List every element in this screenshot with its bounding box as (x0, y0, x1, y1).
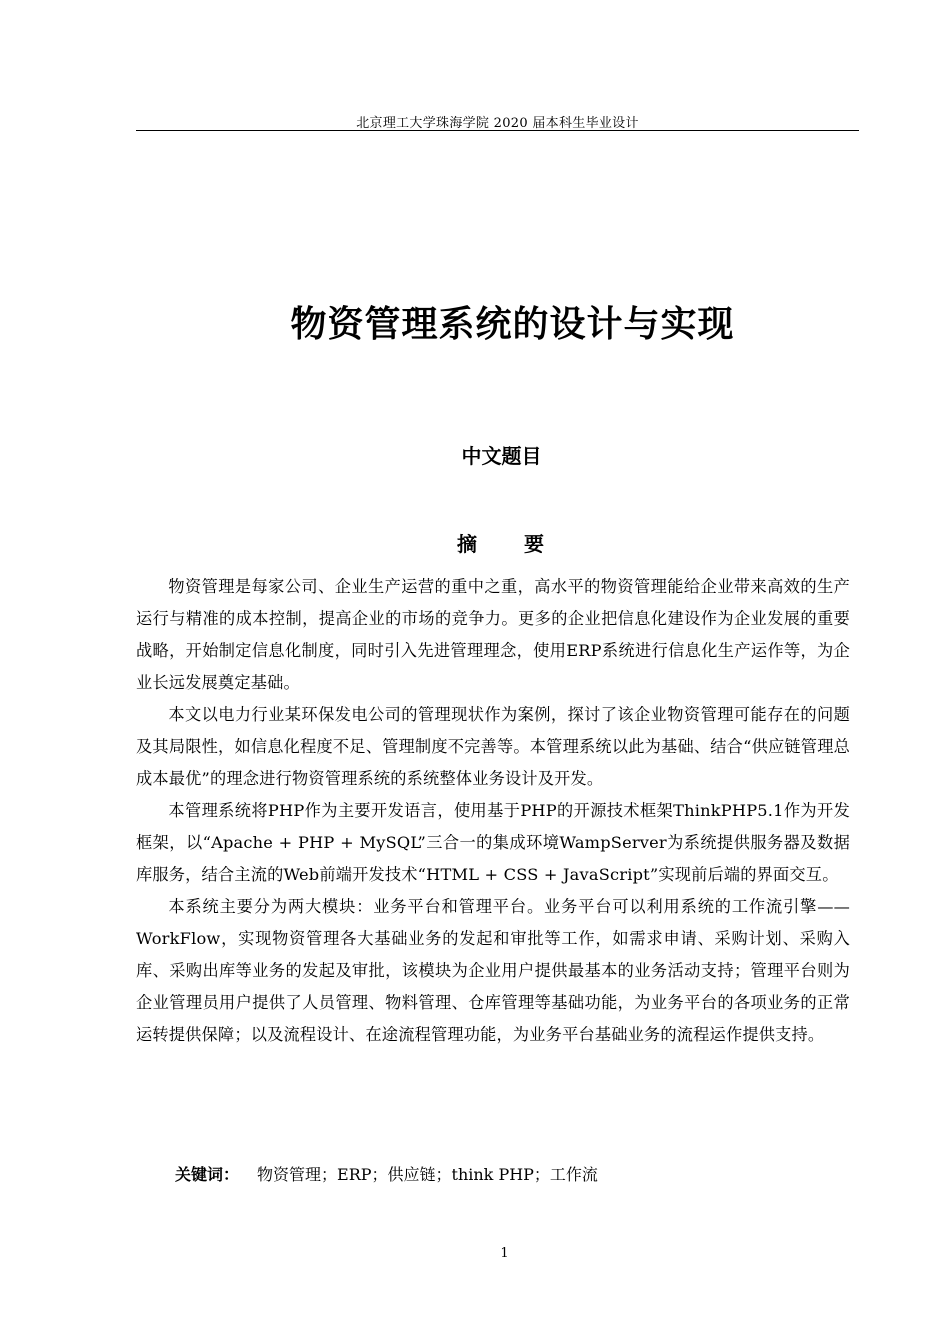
abstract-paragraph-4: 本系统主要分为两大模块：业务平台和管理平台。业务平台可以利用系统的工作流引擎——WorkFlow，实现物资管理各大基础业务的发起和审批等工作，如需求申请、采购计划、采购入库、采购出库等业务的发起及审批，该模块为企业用户提供最基本的业务活动支持；管理平台则为企业管理员用户提供了人员管理、物料管理、仓库管理等基础功能，为业务平台的各项业务的正常运转提供保障；以及流程设计、在途流程管理功能，为业务平台基础业务的流程运作提供支持。 (136, 897, 850, 1044)
abstract-paragraph-2: 本文以电力行业某环保发电公司的管理现状作为案例，探讨了该企业物资管理可能存在的问题及其局限性，如信息化程度不足、管理制度不完善等。本管理系统以此为基础、结合“供应链管理总成本最优”的理念进行物资管理系统的系统整体业务设计及开发。 (136, 705, 850, 788)
abstract-body (136, 571, 850, 1051)
keywords-value: 物资管理；ERP；供应链；think PHP；工作流 (257, 1165, 598, 1184)
abstract-paragraph-1: 物资管理是每家公司、企业生产运营的重中之重，高水平的物资管理能给企业带来高效的生产运行与精准的成本控制，提高企业的市场的竞争力。更多的企业把信息化建设作为企业发展的重要战略，开始制定信息化制度，同时引入先进管理理念，使用ERP系统进行信息化生产运作等，为企业长远发展奠定基础。 (136, 577, 850, 692)
header-divider (136, 130, 859, 131)
abstract-paragraph-3: 本管理系统将PHP作为主要开发语言，使用基于PHP的开源技术框架ThinkPHP5.1作为开发框架，以“Apache + PHP + MySQL”三合一的集成环境WampServer为系统提供服务器及数据库服务，结合主流的Web前端开发技术“HTML + CSS + JavaScript”实现前后端的界面交互。 (136, 801, 850, 884)
chinese-title-label: 中文题目 (461, 444, 542, 468)
paper-title: 物资管理系统的设计与实现 (290, 304, 735, 346)
keywords-line (175, 1160, 598, 1190)
keywords-label: 关键词： (175, 1165, 240, 1184)
running-header: 北京理工大学珠海学院 2020 届本科生毕业设计 (356, 116, 639, 131)
abstract-heading: 摘 要 (457, 532, 564, 556)
page-number: 1 (500, 1246, 509, 1261)
